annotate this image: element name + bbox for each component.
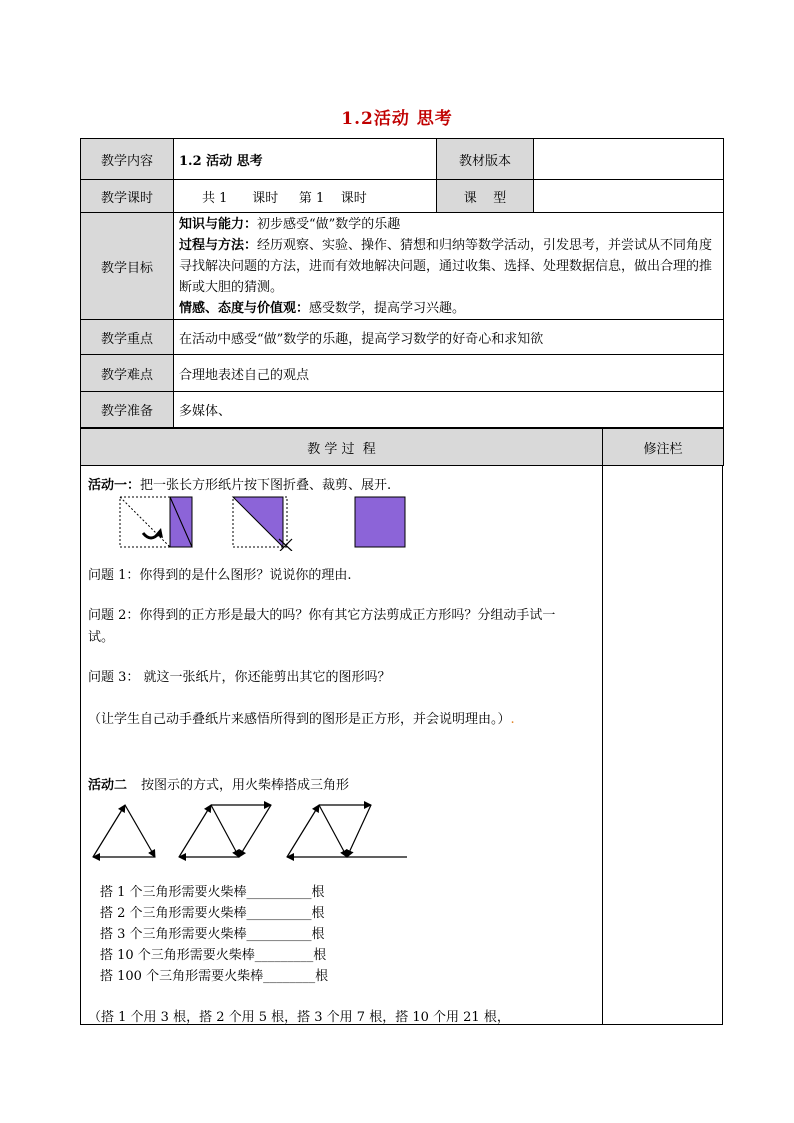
fill-blank-2: 搭 2 个三角形需要火柴棒__________根 [100, 906, 325, 921]
unfolded-square [355, 497, 405, 547]
activity-1 [88, 474, 391, 493]
three-triangles [287, 805, 407, 857]
teacher-note [88, 708, 515, 727]
fill-blank-3: 搭 3 个三角形需要火柴棒__________根 [100, 927, 325, 942]
content-value: 1.2 活动 思考 [174, 139, 437, 180]
teacher-note-dot: . [510, 712, 515, 727]
goal-attitude-text: 感受数学，提高学习兴趣。 [309, 300, 466, 316]
activity-2-text: 按图示的方式，用火柴棒搭成三角形 [141, 778, 350, 793]
key-value: 在活动中感受“做”数学的乐趣，提高学习数学的好奇心和求知欲 [174, 320, 724, 355]
one-triangle [93, 805, 155, 857]
difficulty-label: 教学难点 [81, 355, 174, 392]
goals-label: 教学目标 [81, 213, 174, 320]
page-title: 1.2活动 思考 [341, 109, 453, 129]
process-title: 教 学 过 程 [81, 429, 603, 466]
goal-process-text: 经历观察、实验、操作、猜想和归纳等数学活动，引发思考，并尝试从不同角度寻找解决问题的方法，进而有效地解决问题，通过收集、选择、处理数据信息，做出合理的推断或大胆的猜测。 [179, 237, 713, 295]
hours-label: 教学课时 [81, 180, 174, 213]
question-2-line-2: 试。 [88, 630, 115, 645]
type-value [534, 180, 724, 213]
activity-1-label: 活动一： [88, 478, 141, 493]
goal-process-key: 过程与方法： [179, 237, 258, 253]
prep-value: 多媒体、 [174, 392, 724, 428]
edition-label: 教材版本 [437, 139, 534, 180]
prep-label: 教学准备 [81, 392, 174, 428]
column-divider [602, 465, 603, 1024]
content-label: 教学内容 [81, 139, 174, 180]
notes-column-title: 修注栏 [603, 429, 724, 466]
goals-cell [174, 213, 724, 320]
answer-line: （搭 1 个用 3 根，搭 2 个用 5 根，搭 3 个用 7 根，搭 10 个用 21 根， [88, 1010, 510, 1025]
teacher-note-text: （让学生自己动手叠纸片来感悟所得到的图形是正方形，并会说明理由。） [88, 712, 511, 727]
hours-value: 共 1 课时 第 1 课时 [174, 180, 437, 213]
fill-blank-100: 搭 100 个三角形需要火柴棒________根 [100, 969, 329, 984]
key-label: 教学重点 [81, 320, 174, 355]
goal-attitude-key: 情感、态度与价值观： [179, 300, 310, 316]
goal-knowledge-key: 知识与能力： [179, 216, 258, 232]
fill-blank-10: 搭 10 个三角形需要火柴棒_________根 [100, 948, 327, 963]
edition-value [534, 139, 724, 180]
question-1: 问题 1：你得到的是什么图形？说说你的理由. [88, 568, 352, 583]
activity-2-label: 活动二 [88, 778, 128, 793]
process-header [80, 428, 724, 466]
fill-blank-1: 搭 1 个三角形需要火柴棒__________根 [100, 885, 325, 900]
difficulty-value: 合理地表述自己的观点 [174, 355, 724, 392]
type-label: 课 型 [437, 180, 534, 213]
question-3: 问题 3： 就这一张纸片，你还能剪出其它的图形吗？ [88, 670, 391, 685]
paper-folding-figure [117, 495, 417, 551]
fold-step-2 [233, 497, 292, 551]
goal-knowledge-text: 初步感受“做”数学的乐趣 [257, 216, 401, 232]
fold-step-1 [120, 497, 192, 547]
activity-1-text: 把一张长方形纸片按下图折叠、裁剪、展开. [140, 478, 392, 493]
process-body [80, 465, 723, 1025]
matchstick-triangles-figure [89, 799, 409, 863]
lesson-info-table [80, 138, 724, 428]
activity-2 [88, 774, 349, 793]
two-triangles [179, 805, 271, 857]
question-2-line-1: 问题 2：你得到的正方形是最大的吗？你有其它方法剪成正方形吗？分组动手试一 [88, 608, 556, 623]
